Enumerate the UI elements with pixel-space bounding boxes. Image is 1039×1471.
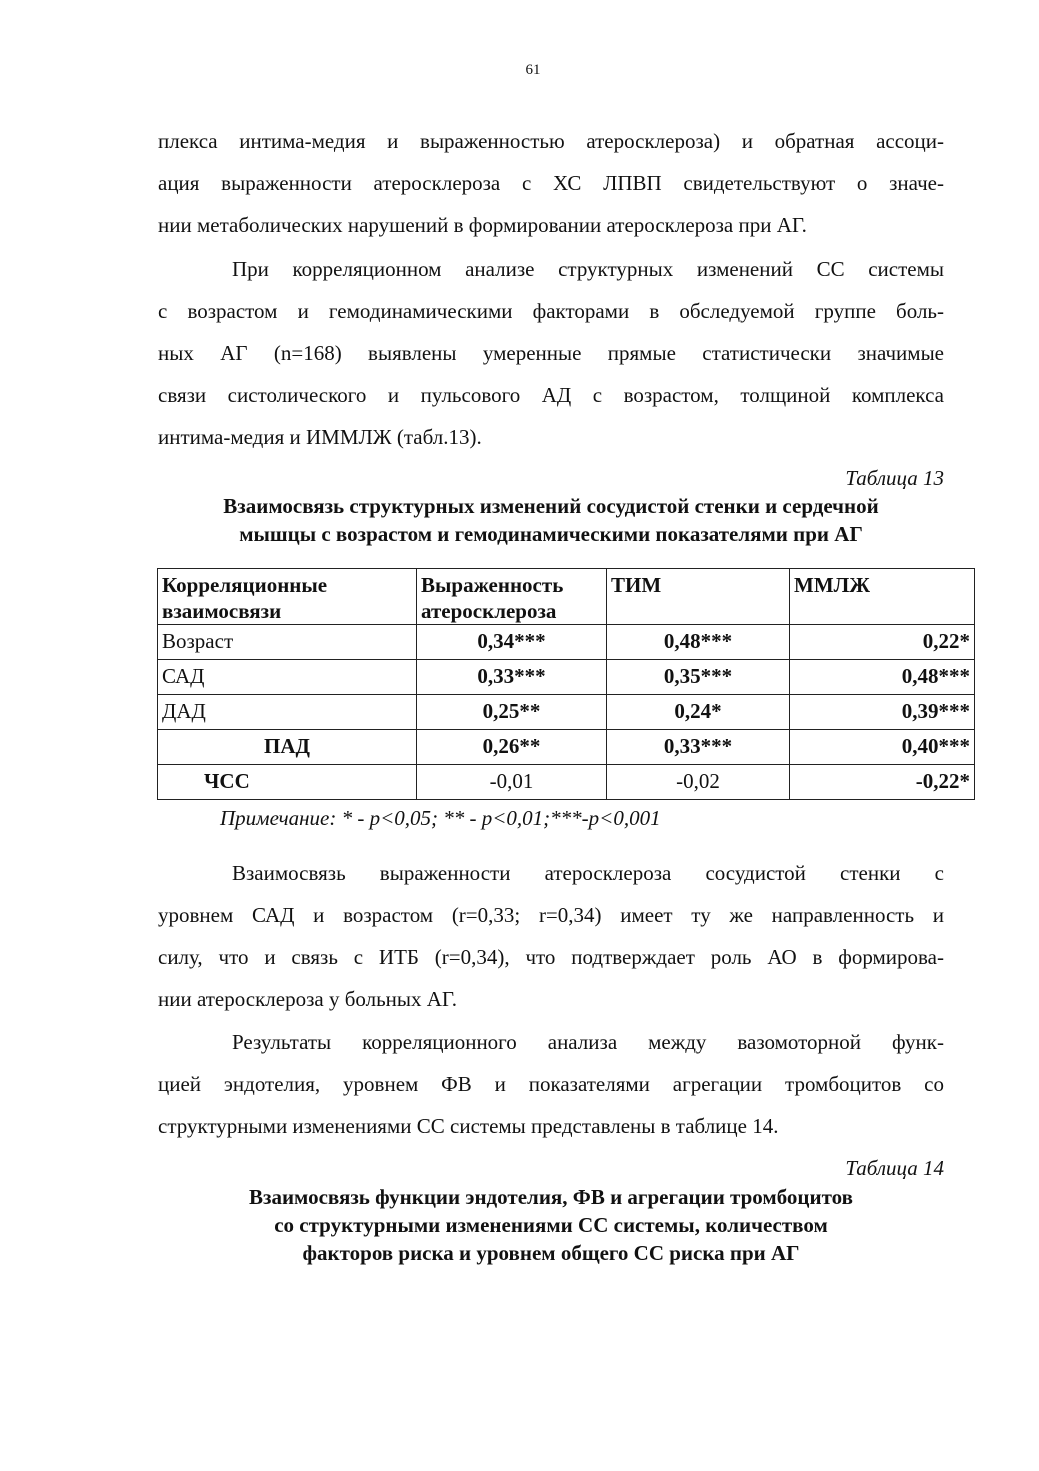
cell-atherosclerosis: 0,25** (417, 695, 607, 730)
paragraph-line: ных АГ (n=168) выявлены умеренные прямые статистически значимые (158, 341, 944, 365)
cell-atherosclerosis: 0,26** (417, 730, 607, 765)
table-14-title-line: Взаимосвязь функции эндотелия, ФВ и агрегации тромбоцитов (249, 1185, 853, 1209)
cell-immlzh: -0,22* (790, 765, 975, 800)
page-number: 61 (525, 62, 541, 78)
cell-tim: 0,24* (607, 695, 790, 730)
cell-tim: -0,02 (607, 765, 790, 800)
paragraph-line: ация выраженности атеросклероза с ХС ЛПВП свидетельствуют о значе- (158, 171, 944, 195)
table-14-title-line: со структурными изменениями СС системы, количеством (274, 1213, 828, 1237)
paragraph-line: нии атеросклероза у больных АГ. (158, 987, 457, 1011)
table-13-title (158, 492, 944, 548)
header-atherosclerosis (417, 569, 607, 625)
table-row (158, 765, 975, 800)
cell-atherosclerosis: 0,34*** (417, 625, 607, 660)
paragraph-line: с возрастом и гемодинамическими факторами в обследуемой группе боль- (158, 299, 944, 323)
paragraph-line: уровнем САД и возрастом (r=0,33; r=0,34) имеет ту же направленность и (158, 903, 944, 927)
cell-immlzh: 0,40*** (790, 730, 975, 765)
paragraph-line: При корреляционном анализе структурных изменений СС системы (232, 257, 944, 281)
header-tim: ТИМ (607, 569, 790, 625)
table-row (158, 695, 975, 730)
paragraph-line: Взаимосвязь выраженности атеросклероза сосудистой стенки с (232, 861, 944, 885)
table-13-note: Примечание: * - p<0,05; ** - p<0,01;***-p<0,001 (220, 806, 661, 830)
row-label: ДАД (158, 695, 417, 730)
header-text: Выраженность (421, 573, 564, 597)
paragraph-line: интима-медия и ИММЛЖ (табл.13). (158, 425, 482, 449)
paragraph-1 (158, 120, 944, 246)
paragraph-line: Результаты корреляционного анализа между вазомоторной функ- (232, 1030, 944, 1054)
row-label: Возраст (158, 625, 417, 660)
table-header-row (158, 569, 975, 625)
row-label: ПАД (158, 730, 417, 765)
paragraph-line: связи систолического и пульсового АД с возрастом, толщиной комплекса (158, 383, 944, 407)
table-13-title-line: мышцы с возрастом и гемодинамическими показателями при АГ (239, 522, 863, 546)
table-13-label: Таблица 13 (845, 466, 944, 490)
cell-immlzh: 0,39*** (790, 695, 975, 730)
table-13-title-line: Взаимосвязь структурных изменений сосудистой стенки и сердечной (223, 494, 879, 518)
table-row (158, 730, 975, 765)
cell-tim: 0,33*** (607, 730, 790, 765)
header-text: взаимосвязи (162, 599, 282, 623)
cell-atherosclerosis: 0,33*** (417, 660, 607, 695)
cell-immlzh: 0,22* (790, 625, 975, 660)
paragraph-line: цией эндотелия, уровнем ФВ и показателями агрегации тромбоцитов со (158, 1072, 944, 1096)
cell-tim: 0,35*** (607, 660, 790, 695)
header-immlzh: ММЛЖ (790, 569, 975, 625)
header-text: Корреляционные (162, 573, 328, 597)
cell-immlzh: 0,48*** (790, 660, 975, 695)
paragraph-line: плекса интима-медия и выраженностью атеросклероза) и обратная ассоци- (158, 129, 944, 153)
cell-atherosclerosis: -0,01 (417, 765, 607, 800)
header-text: атеросклероза (421, 599, 557, 623)
row-label: САД (158, 660, 417, 695)
row-label: ЧСС (158, 765, 417, 800)
paragraph-line: структурными изменениями СС системы представлены в таблице 14. (158, 1114, 779, 1138)
table-14-title (158, 1183, 944, 1267)
paragraph-4 (158, 1021, 944, 1147)
correlation-table (157, 568, 975, 800)
table-14-title-line: факторов риска и уровнем общего СС риска при АГ (302, 1241, 800, 1265)
paragraph-line: нии метаболических нарушений в формировании атеросклероза при АГ. (158, 213, 807, 237)
paragraph-line: силу, что и связь с ИТБ (r=0,34), что подтверждает роль АО в формирова- (158, 945, 944, 969)
paragraph-3 (158, 852, 944, 1020)
table-row (158, 660, 975, 695)
table-row (158, 625, 975, 660)
cell-tim: 0,48*** (607, 625, 790, 660)
header-correlations (158, 569, 417, 625)
paragraph-2 (158, 248, 944, 458)
table-14-label: Таблица 14 (845, 1156, 944, 1180)
